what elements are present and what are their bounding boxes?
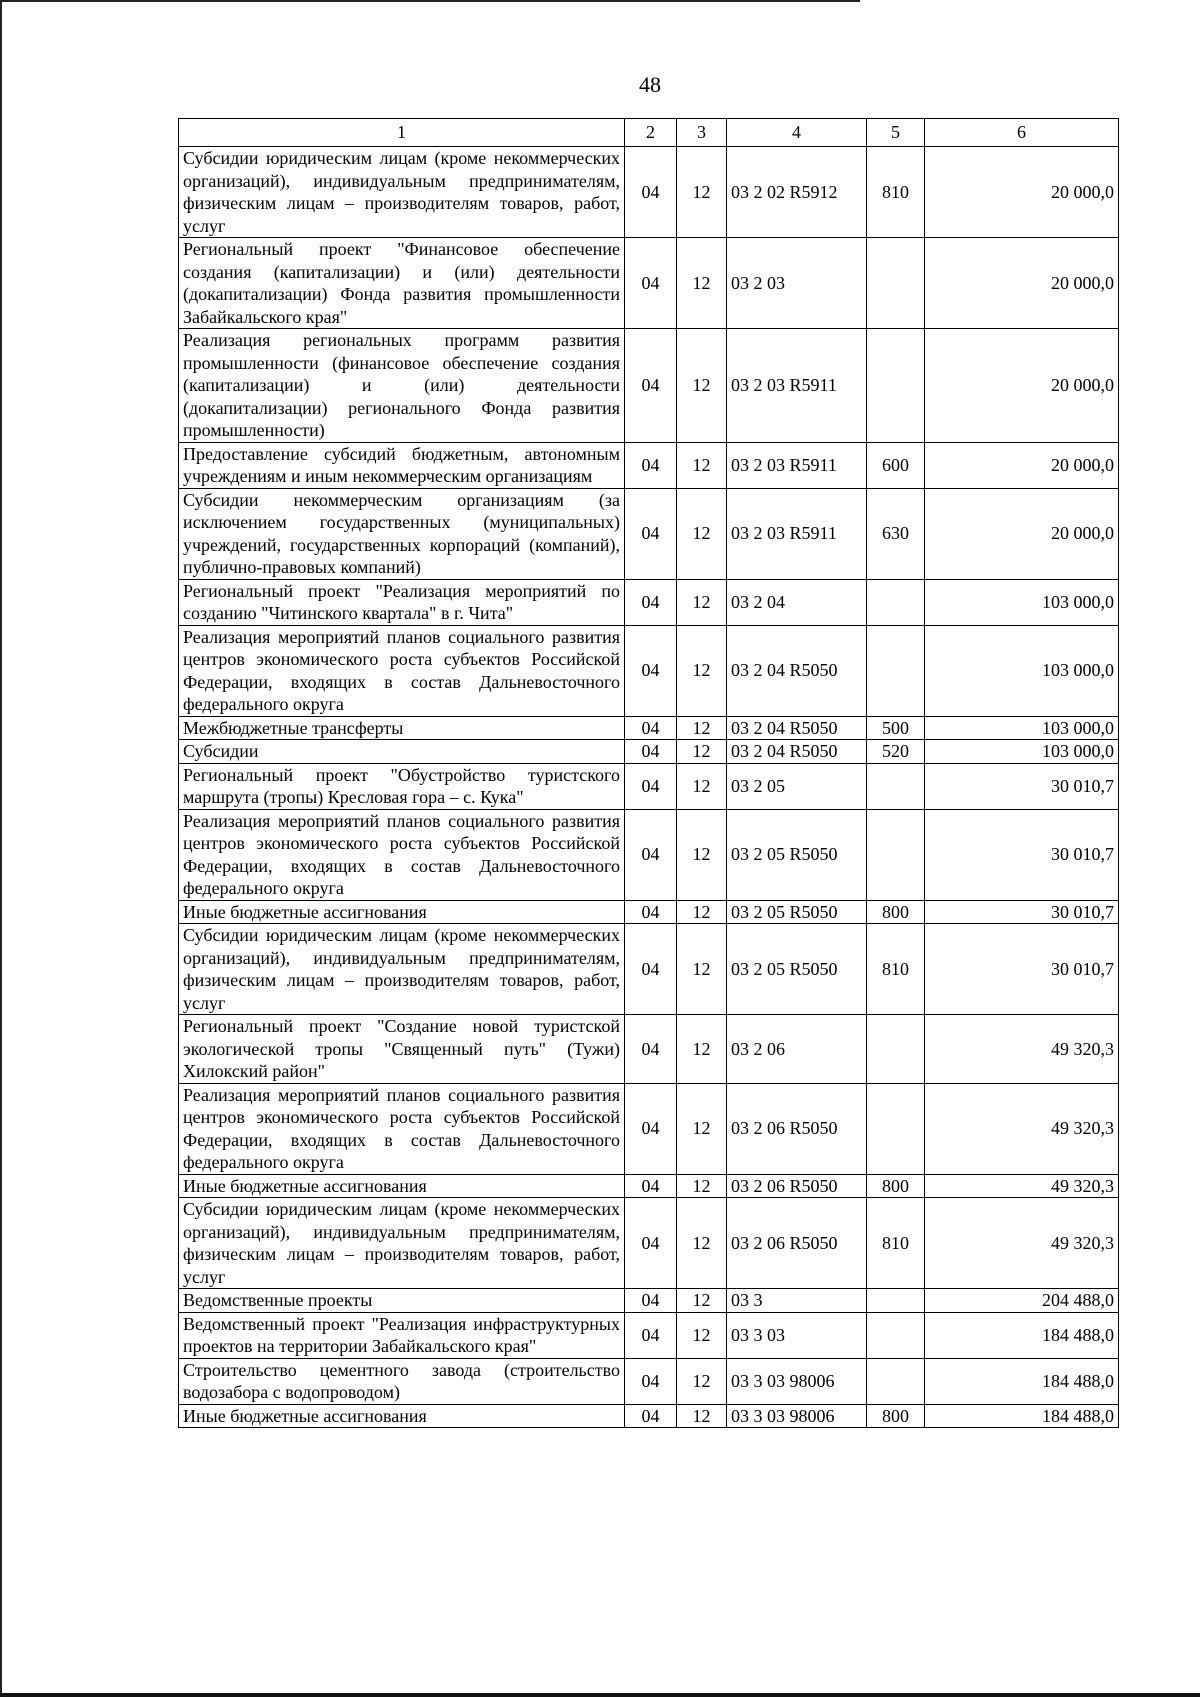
cell-expense-type: 810 [867,147,925,238]
cell-target-code: 03 3 03 98006 [727,1358,867,1404]
cell-amount: 184 488,0 [925,1312,1119,1358]
header-col-3: 3 [677,119,727,147]
cell-subsection: 12 [677,329,727,443]
cell-target-code: 03 3 [727,1289,867,1313]
header-col-1: 1 [179,119,625,147]
cell-section: 04 [625,1083,677,1174]
cell-target-code: 03 2 06 R5050 [727,1174,867,1198]
cell-section: 04 [625,716,677,740]
cell-target-code: 03 2 04 R5050 [727,625,867,716]
page-number: 48 [639,72,661,97]
cell-section: 04 [625,442,677,488]
table-row [179,900,1119,924]
cell-target-code: 03 3 03 98006 [727,1404,867,1428]
cell-target-code: 03 2 04 [727,579,867,625]
cell-name: Иные бюджетные ассигнования [179,900,625,924]
table-row [179,488,1119,579]
cell-name: Региональный проект "Обустройство туристского маршрута (тропы) Кресловая гора – с. Кука" [179,763,625,809]
cell-amount: 49 320,3 [925,1174,1119,1198]
cell-section: 04 [625,809,677,900]
cell-section: 04 [625,488,677,579]
cell-amount: 103 000,0 [925,716,1119,740]
cell-target-code: 03 2 03 R5911 [727,442,867,488]
cell-section: 04 [625,329,677,443]
cell-section: 04 [625,1174,677,1198]
cell-target-code: 03 2 05 R5050 [727,924,867,1015]
cell-expense-type [867,1358,925,1404]
cell-amount: 184 488,0 [925,1358,1119,1404]
cell-amount: 103 000,0 [925,579,1119,625]
table-row [179,1174,1119,1198]
table-row [179,625,1119,716]
cell-amount: 103 000,0 [925,740,1119,764]
cell-name: Субсидии юридическим лицам (кроме некоммерческих организаций), индивидуальным предпринимателям, физическим лицам – производителям товаров, работ, услуг [179,924,625,1015]
cell-subsection: 12 [677,1015,727,1084]
cell-expense-type: 800 [867,1404,925,1428]
cell-subsection: 12 [677,488,727,579]
cell-expense-type: 810 [867,1198,925,1289]
table-header-row [179,119,1119,147]
cell-expense-type [867,1083,925,1174]
table-row [179,924,1119,1015]
cell-subsection: 12 [677,579,727,625]
cell-name: Межбюджетные трансферты [179,716,625,740]
cell-section: 04 [625,147,677,238]
cell-name: Предоставление субсидий бюджетным, автономным учреждениям и иным некоммерческим организациям [179,442,625,488]
cell-name: Региональный проект "Финансовое обеспечение создания (капитализации) и (или) деятельности (докапитализации) Фонда развития промышленности Забайкальского края" [179,238,625,329]
table-row [179,1083,1119,1174]
cell-expense-type: 600 [867,442,925,488]
cell-name: Субсидии [179,740,625,764]
cell-target-code: 03 2 05 R5050 [727,809,867,900]
cell-name: Реализация мероприятий планов социального развития центров экономического роста субъектов Российской Федерации, входящих в состав Дальневосточного федерального округа [179,1083,625,1174]
table-row [179,763,1119,809]
cell-target-code: 03 2 03 [727,238,867,329]
cell-amount: 49 320,3 [925,1198,1119,1289]
table-row [179,1312,1119,1358]
cell-subsection: 12 [677,625,727,716]
header-col-6: 6 [925,119,1119,147]
table-row [179,442,1119,488]
cell-expense-type [867,1015,925,1084]
cell-target-code: 03 2 02 R5912 [727,147,867,238]
cell-amount: 184 488,0 [925,1404,1119,1428]
cell-target-code: 03 2 05 R5050 [727,900,867,924]
cell-expense-type [867,763,925,809]
cell-name: Субсидии юридическим лицам (кроме некоммерческих организаций), индивидуальным предпринимателям, физическим лицам – производителям товаров, работ, услуг [179,147,625,238]
cell-expense-type: 500 [867,716,925,740]
budget-table [178,118,1119,1428]
cell-expense-type [867,579,925,625]
cell-expense-type [867,238,925,329]
cell-subsection: 12 [677,716,727,740]
cell-target-code: 03 2 06 R5050 [727,1083,867,1174]
cell-target-code: 03 2 06 R5050 [727,1198,867,1289]
cell-target-code: 03 2 04 R5050 [727,740,867,764]
cell-subsection: 12 [677,1404,727,1428]
cell-expense-type [867,1312,925,1358]
cell-subsection: 12 [677,238,727,329]
page-edge-top [0,0,860,2]
cell-subsection: 12 [677,1312,727,1358]
cell-name: Иные бюджетные ассигнования [179,1404,625,1428]
cell-amount: 20 000,0 [925,329,1119,443]
header-col-2: 2 [625,119,677,147]
cell-subsection: 12 [677,147,727,238]
cell-amount: 30 010,7 [925,809,1119,900]
cell-subsection: 12 [677,924,727,1015]
table-row [179,1015,1119,1084]
cell-section: 04 [625,1358,677,1404]
cell-name: Региональный проект "Создание новой туристской экологической тропы "Священный путь" (Тужи) Хилокский район" [179,1015,625,1084]
cell-name: Реализация региональных программ развития промышленности (финансовое обеспечение создания (капитализации) и (или) деятельности (докапитализации) регионального Фонда развития промышленности) [179,329,625,443]
cell-section: 04 [625,1198,677,1289]
header-col-5: 5 [867,119,925,147]
cell-target-code: 03 2 03 R5911 [727,488,867,579]
cell-subsection: 12 [677,740,727,764]
cell-section: 04 [625,1289,677,1313]
cell-amount: 49 320,3 [925,1015,1119,1084]
table-row [179,1289,1119,1313]
cell-subsection: 12 [677,1083,727,1174]
table-row [179,1358,1119,1404]
cell-subsection: 12 [677,900,727,924]
cell-expense-type: 630 [867,488,925,579]
cell-name: Ведомственные проекты [179,1289,625,1313]
cell-subsection: 12 [677,1174,727,1198]
page-edge-left [0,0,2,1697]
cell-amount: 20 000,0 [925,442,1119,488]
cell-section: 04 [625,579,677,625]
cell-section: 04 [625,1312,677,1358]
cell-amount: 204 488,0 [925,1289,1119,1313]
cell-amount: 30 010,7 [925,763,1119,809]
cell-name: Реализация мероприятий планов социального развития центров экономического роста субъектов Российской Федерации, входящих в состав Дальневосточного федерального округа [179,625,625,716]
cell-target-code: 03 2 06 [727,1015,867,1084]
cell-name: Субсидии некоммерческим организациям (за исключением государственных (муниципальных) учреждений, государственных корпораций (компаний), публично-правовых компаний) [179,488,625,579]
cell-section: 04 [625,238,677,329]
cell-amount: 30 010,7 [925,900,1119,924]
table-row [179,579,1119,625]
table-body [179,147,1119,1428]
cell-subsection: 12 [677,1289,727,1313]
cell-target-code: 03 3 03 [727,1312,867,1358]
cell-section: 04 [625,625,677,716]
cell-amount: 30 010,7 [925,924,1119,1015]
cell-section: 04 [625,763,677,809]
table-row [179,238,1119,329]
cell-name: Субсидии юридическим лицам (кроме некоммерческих организаций), индивидуальным предпринимателям, физическим лицам – производителям товаров, работ, услуг [179,1198,625,1289]
cell-amount: 49 320,3 [925,1083,1119,1174]
page-edge-bottom [0,1693,1200,1697]
cell-name: Иные бюджетные ассигнования [179,1174,625,1198]
cell-name: Региональный проект "Реализация мероприятий по созданию "Читинского квартала" в г. Чита" [179,579,625,625]
cell-target-code: 03 2 04 R5050 [727,716,867,740]
cell-expense-type [867,329,925,443]
cell-section: 04 [625,740,677,764]
cell-section: 04 [625,900,677,924]
cell-expense-type: 800 [867,1174,925,1198]
cell-section: 04 [625,1015,677,1084]
cell-expense-type [867,809,925,900]
table-row [179,809,1119,900]
cell-subsection: 12 [677,809,727,900]
table-row [179,329,1119,443]
cell-expense-type: 810 [867,924,925,1015]
table-row [179,716,1119,740]
cell-amount: 20 000,0 [925,488,1119,579]
cell-subsection: 12 [677,1198,727,1289]
cell-name: Ведомственный проект "Реализация инфраструктурных проектов на территории Забайкальского края" [179,1312,625,1358]
cell-name: Строительство цементного завода (строительство водозабора с водопроводом) [179,1358,625,1404]
cell-section: 04 [625,924,677,1015]
cell-amount: 20 000,0 [925,238,1119,329]
cell-target-code: 03 2 05 [727,763,867,809]
cell-expense-type [867,625,925,716]
table-row [179,1404,1119,1428]
cell-amount: 103 000,0 [925,625,1119,716]
cell-subsection: 12 [677,442,727,488]
table-row [179,740,1119,764]
header-col-4: 4 [727,119,867,147]
cell-subsection: 12 [677,763,727,809]
cell-expense-type [867,1289,925,1313]
cell-name: Реализация мероприятий планов социального развития центров экономического роста субъектов Российской Федерации, входящих в состав Дальневосточного федерального округа [179,809,625,900]
table-row [179,1198,1119,1289]
cell-amount: 20 000,0 [925,147,1119,238]
cell-subsection: 12 [677,1358,727,1404]
table-row [179,147,1119,238]
cell-expense-type: 800 [867,900,925,924]
cell-section: 04 [625,1404,677,1428]
cell-expense-type: 520 [867,740,925,764]
cell-target-code: 03 2 03 R5911 [727,329,867,443]
